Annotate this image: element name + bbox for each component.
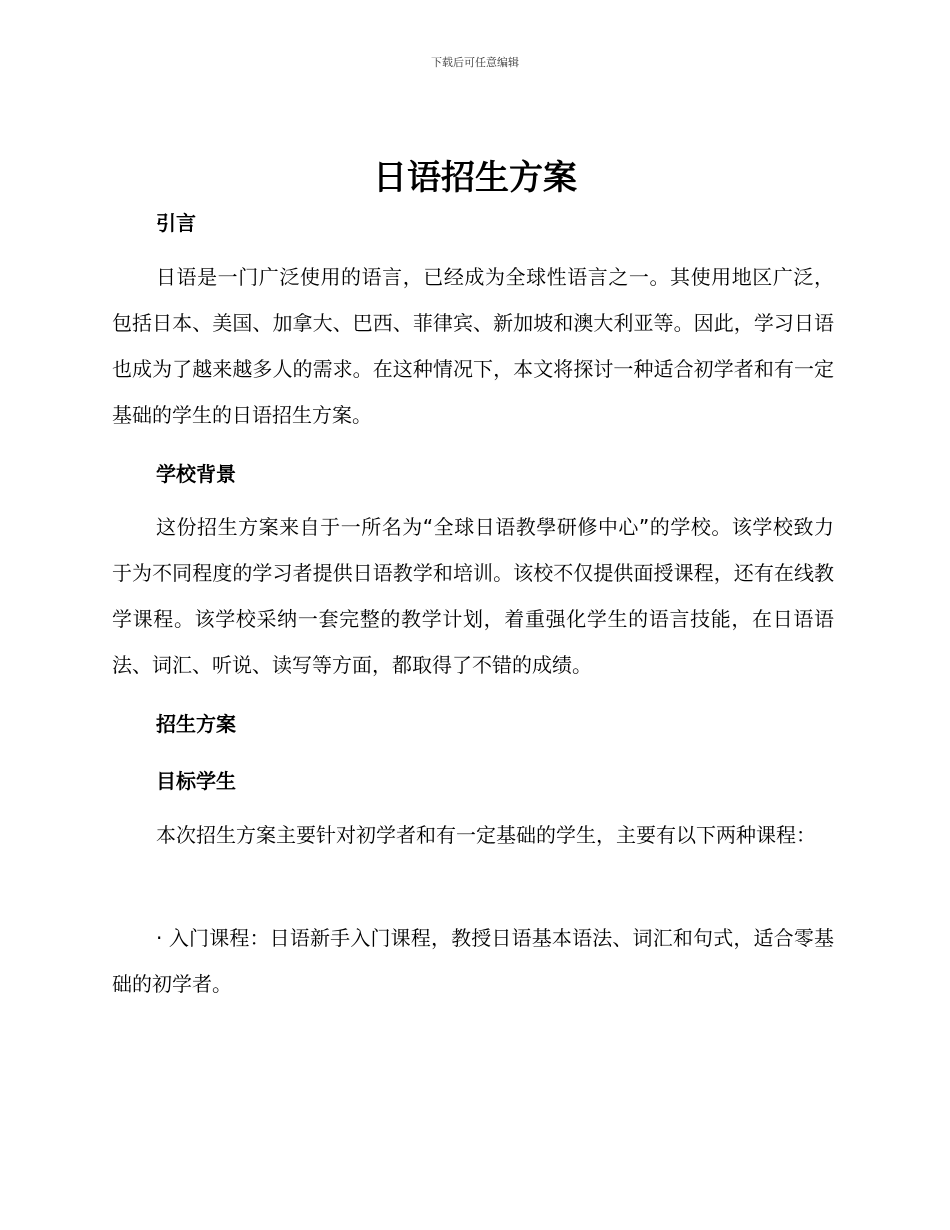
paragraph-school-background: 这份招生方案来自于一所名为“全球日语教學研修中心”的学校。该学校致力于为不同程度的学习者提供日语教学和培训。该校不仅提供面授课程，还有在线教学课程。该学校采纳一套完整的教学计划，着重强化学生的语言技能，在日语语法、词汇、听说、读写等方面，都取得了不错的成绩。 [112, 515, 834, 677]
document-title: 日语招生方案 [373, 158, 577, 198]
section-heading-school-background: 学校背景 [156, 462, 236, 486]
section-heading-target-students: 目标学生 [156, 769, 236, 793]
bullet-intro-course: · 入门课程：日语新手入门课程，教授日语基本语法、词汇和句式，适合零基础的初学者。 [112, 926, 834, 996]
section-heading-introduction: 引言 [156, 211, 196, 235]
page-header: 下载后可任意编辑 [431, 56, 519, 69]
paragraph-introduction: 日语是一门广泛使用的语言，已经成为全球性语言之一。其使用地区广泛，包括日本、美国、加拿大、巴西、菲律宾、新加坡和澳大利亚等。因此，学习日语也成为了越来越多人的需求。在这种情况下，本文将探讨一种适合初学者和有一定基础的学生的日语招生方案。 [112, 265, 834, 427]
section-heading-enrollment-plan: 招生方案 [156, 712, 236, 736]
paragraph-target-students: 本次招生方案主要针对初学者和有一定基础的学生，主要有以下两种课程： [156, 823, 816, 847]
